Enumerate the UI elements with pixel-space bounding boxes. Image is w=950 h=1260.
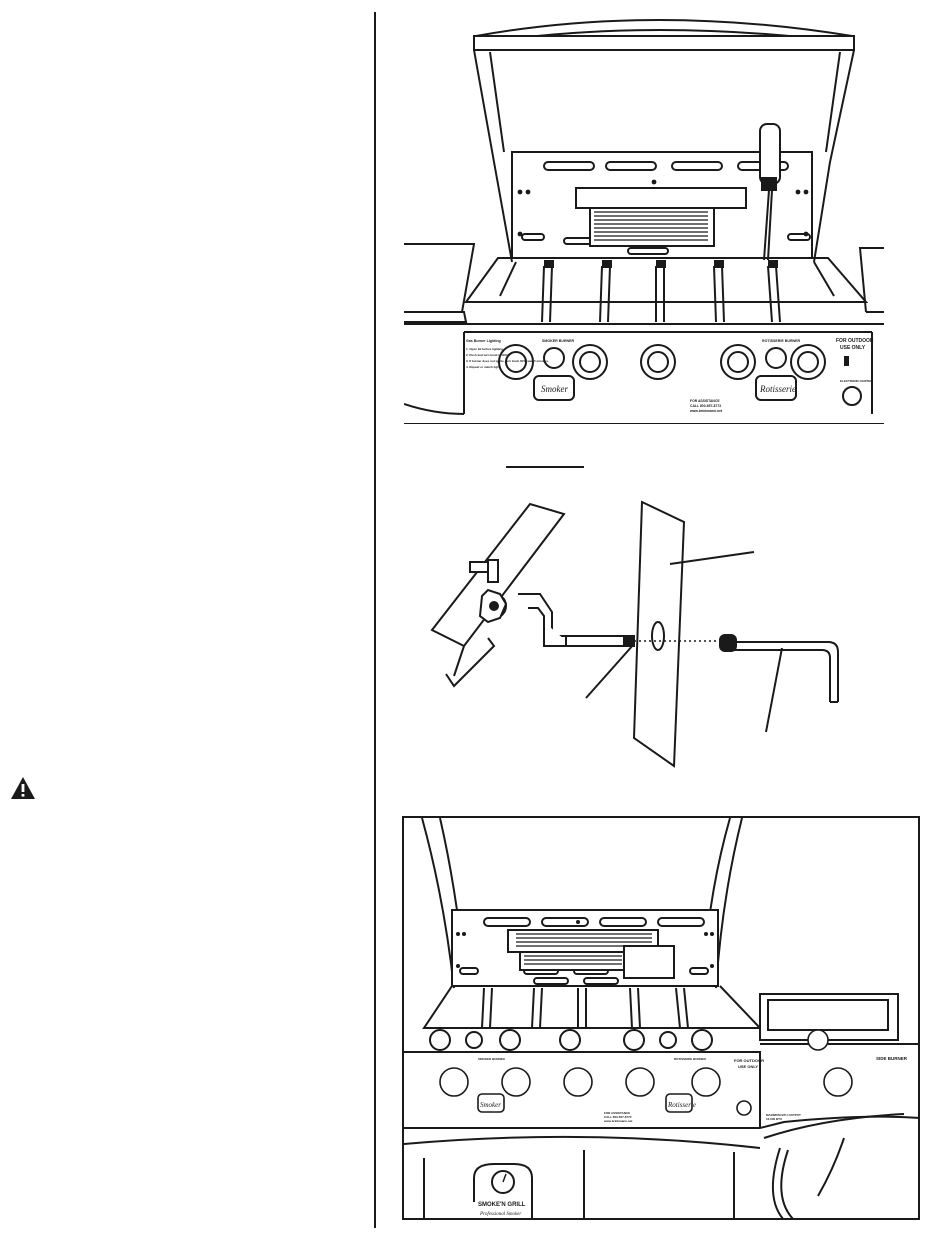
smoker-burner-label: SMOKER BURNER [478, 1057, 505, 1061]
smoker-badge: Smoker [480, 1101, 501, 1109]
outdoor-label: USE ONLY [840, 345, 866, 351]
max-output-label: 12,000 BTU [766, 1117, 783, 1121]
left-panel-step: 1. Open lid before lighting. [466, 347, 504, 351]
grill-screwdriver-illustration [404, 12, 884, 424]
center-info: FOR ASSISTANCE [604, 1111, 631, 1115]
left-panel-step: 4. Repeat or match light. [466, 365, 501, 369]
caption-underline [506, 466, 584, 468]
left-panel-step: 2. Push and turn knob to HIGH. [466, 353, 511, 357]
column-divider [374, 12, 376, 1228]
grill-overview-illustration [404, 818, 920, 1220]
thermometer-brand: SMOKE'N GRILL [478, 1202, 526, 1208]
center-info: CALL 800-657-8773 [690, 404, 722, 408]
rotisserie-badge: Rotisserie [760, 384, 796, 394]
smoker-burner-label: SMOKER BURNER [542, 339, 575, 343]
smoker-badge: Smoker [541, 384, 568, 394]
side-burner-label: SIDE BURNER [876, 1056, 908, 1061]
left-panel-heading: Gas Burner Lighting [466, 339, 501, 343]
rotisserie-bracket-illustration [430, 496, 850, 768]
grill-overview-frame [402, 816, 920, 1220]
left-panel-step: 3. If burner does not ignite, turn knob OFF, wait 5 minutes. [466, 359, 549, 363]
outdoor-label: FOR OUTDOOR [734, 1058, 764, 1063]
thermometer-sub: Professional Smoker [480, 1212, 522, 1217]
outdoor-label: USE ONLY [738, 1064, 759, 1069]
rotisserie-burner-label: ROTISSERIE BURNER [674, 1057, 706, 1061]
center-info: www.brinkmann.net [604, 1119, 633, 1123]
center-info: FOR ASSISTANCE [690, 399, 720, 403]
igniter-label: ELECTRONIC IGNITER [840, 379, 873, 383]
rotisserie-badge: Rotisserie [668, 1101, 696, 1109]
outdoor-label: FOR OUTDOOR [836, 338, 874, 344]
max-output-label: MAXIMUM BTU OUTPUT [766, 1113, 801, 1117]
warning-icon [10, 776, 36, 800]
center-info: www.brinkmann.net [690, 409, 723, 413]
rotisserie-burner-label: ROTISSERIE BURNER [762, 339, 801, 343]
center-info: CALL 800-657-8773 [604, 1115, 632, 1119]
